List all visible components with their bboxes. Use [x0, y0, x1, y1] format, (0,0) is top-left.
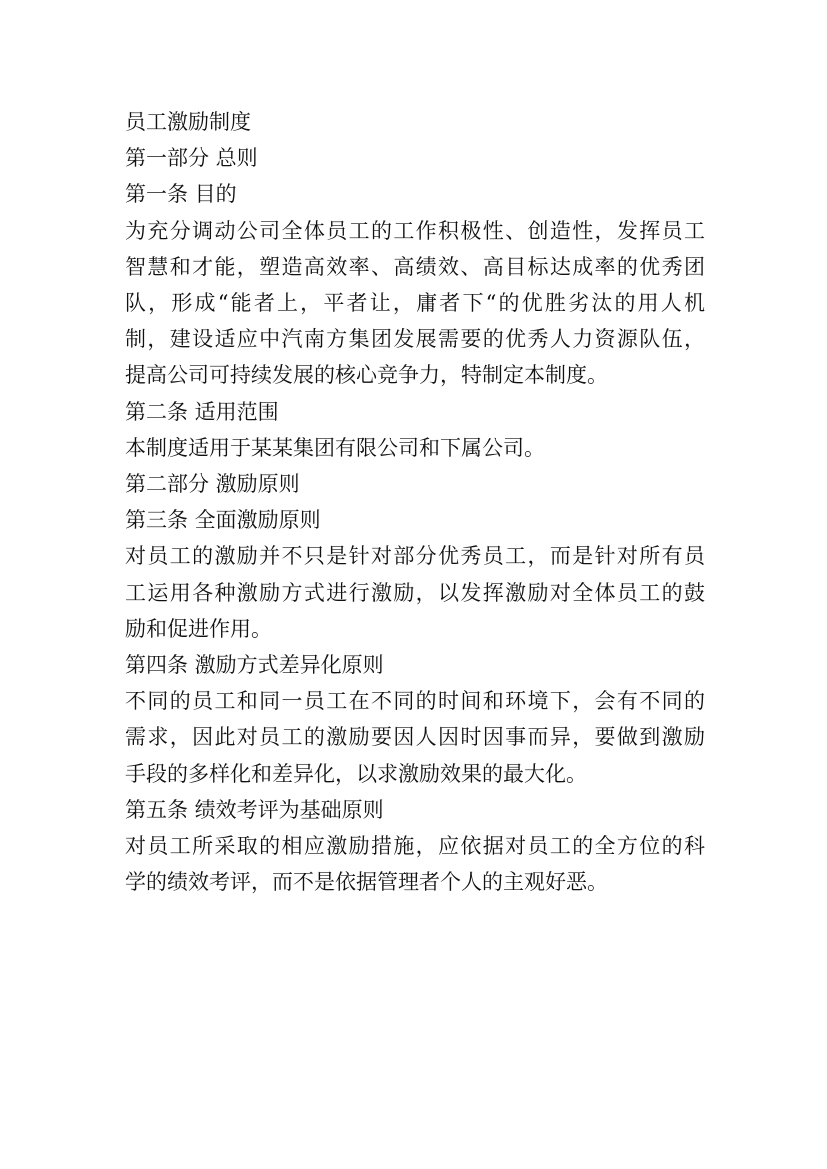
article4-heading: 第四条 激励方式差异化原则 [125, 653, 384, 678]
article4-line: 手段的多样化和差异化，以求激励效果的最大化。 [125, 761, 587, 786]
document-body [125, 104, 705, 900]
article1-line: 提高公司可持续发展的核心竞争力，特制定本制度。 [125, 363, 608, 388]
article3-line: 励和促进作用。 [125, 616, 272, 641]
document-title: 员工激励制度 [125, 110, 251, 134]
article3-line: 工运用各种激励方式进行激励，以发挥激励对全体员工的鼓 [125, 580, 705, 605]
article5-heading: 第五条 绩效考评为基础原则 [125, 797, 384, 822]
article3-heading: 第三条 全面激励原则 [125, 508, 321, 533]
article2-line: 本制度适用于某某集团有限公司和下属公司。 [125, 435, 545, 460]
article1-line: 智慧和才能，塑造高效率、高绩效、高目标达成率的优秀团 [125, 254, 705, 279]
article4-line: 需求，因此对员工的激励要因人因时因事而异，要做到激励 [125, 725, 705, 750]
article4-line: 不同的员工和同一员工在不同的时间和环境下，会有不同的 [125, 689, 705, 714]
article1-heading: 第一条 目的 [125, 182, 237, 207]
article5-line: 对员工所采取的相应激励措施，应依据对员工的全方位的科 [125, 834, 705, 859]
article1-line: 为充分调动公司全体员工的工作积极性、创造性，发挥员工 [125, 218, 705, 243]
article3-line: 对员工的激励并不只是针对部分优秀员工，而是针对所有员 [125, 544, 705, 569]
article2-heading: 第二条 适用范围 [125, 399, 279, 424]
article1-line: 制，建设适应中汽南方集团发展需要的优秀人力资源队伍， [125, 327, 705, 352]
part2-heading: 第二部分 激励原则 [125, 472, 300, 497]
article5-line: 学的绩效考评，而不是依据管理者个人的主观好恶。 [125, 870, 608, 895]
article1-line: 队，形成“能者上，平者让，庸者下“的优胜劣汰的用人机 [125, 291, 705, 316]
part1-heading: 第一部分 总则 [125, 146, 258, 171]
